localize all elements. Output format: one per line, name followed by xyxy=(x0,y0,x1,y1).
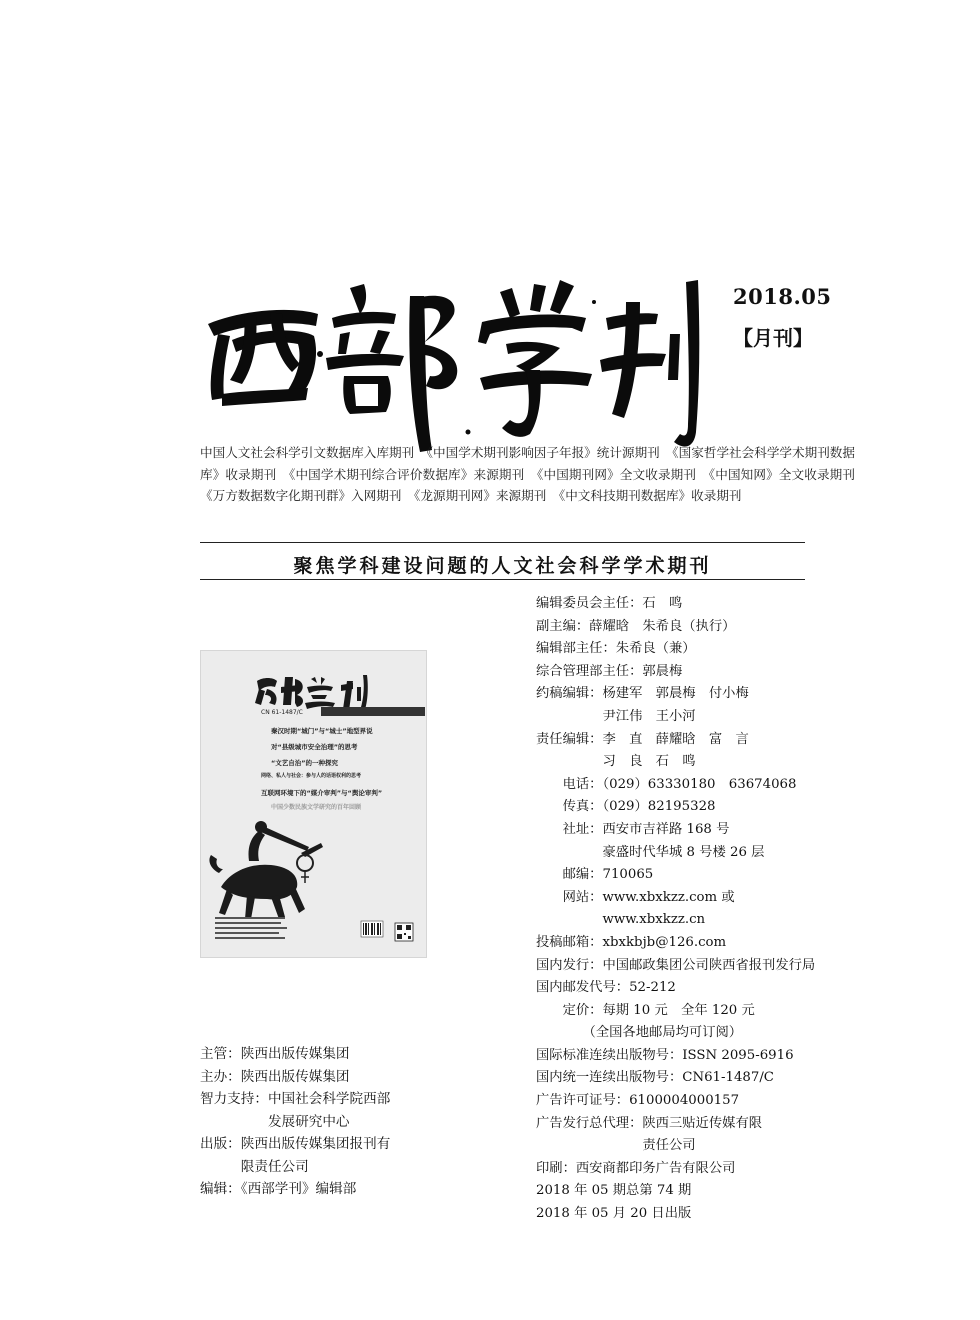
divider-top xyxy=(200,542,805,543)
fax-line: 传真：（029）82195328 xyxy=(536,799,716,815)
cover-headline: 网络、私人与社会：参与人的话语权利的思考 xyxy=(261,773,362,779)
publisher-line: 限责任公司 xyxy=(200,1158,309,1175)
price-note: （全国各地邮局均可订阅） xyxy=(536,1025,743,1041)
cn-line: 国内统一连续出版物号：CN61-1487/C xyxy=(536,1070,774,1086)
staff-line: 责任编辑：李 直 薛耀晗 富 言 xyxy=(536,731,749,747)
publisher-block xyxy=(200,1043,435,1201)
email-line: 投稿邮箱：xbxkbjb@126.com xyxy=(536,934,727,950)
staff-line: 编辑委员会主任：石 鸣 xyxy=(536,596,683,611)
publisher-line: 出版：陕西出版传媒集团报刊有 xyxy=(200,1136,391,1152)
masthead-calligraphy xyxy=(200,262,700,452)
publisher-line: 发展研究中心 xyxy=(200,1113,350,1130)
journal-slogan: 聚焦学科建设问题的人文社会科学学术期刊 xyxy=(293,555,712,577)
postcode-line: 邮编：710065 xyxy=(536,867,654,883)
cover-headline: 对“县级城市安全治理”的思考 xyxy=(271,743,358,751)
website-line: www.xbxkzz.cn xyxy=(536,912,706,928)
address-line: 豪盛时代华城 8 号楼 26 层 xyxy=(536,844,765,860)
divider-bottom xyxy=(200,579,805,580)
ad-agent-line: 责任公司 xyxy=(536,1138,696,1154)
publisher-line: 智力支持：中国社会科学院西部 xyxy=(200,1091,391,1107)
staff-line: 编辑部主任：朱希良（兼） xyxy=(536,641,696,657)
publisher-line: 主管：陕西出版传媒集团 xyxy=(200,1046,350,1062)
staff-line: 约稿编辑：杨建军 郭晨梅 付小梅 xyxy=(536,686,749,702)
cover-headline: 秦汉时期“城门”与“城士”地型界说 xyxy=(271,727,373,735)
price-line: 定价：每期 10 元 全年 120 元 xyxy=(536,1002,755,1018)
postal-code-line: 国内邮发代号：52-212 xyxy=(536,980,676,996)
editorial-staff-block xyxy=(536,593,836,1226)
phone-line: 电话：（029）63330180 63674068 xyxy=(536,776,797,792)
staff-line: 副主编：薛耀晗 朱希良（执行） xyxy=(536,618,736,634)
issue-number: 2018.05 xyxy=(733,284,832,309)
cover-headline: 互联网环境下的“媒介审判”与“舆论审判” xyxy=(261,789,383,797)
publisher-line: 主办：陕西出版传媒集团 xyxy=(200,1068,350,1085)
publish-date-line: 2018 年 05 月 20 日出版 xyxy=(536,1206,692,1222)
staff-line: 尹江伟 王小河 xyxy=(536,708,696,724)
website-line: 网站：www.xbxkzz.com 或 xyxy=(536,889,735,905)
address-line: 社址：西安市吉祥路 168 号 xyxy=(536,821,730,837)
staff-line: 习 良 石 鸣 xyxy=(536,754,696,770)
issn-line: 国际标准连续出版物号：ISSN 2095-6916 xyxy=(536,1047,794,1063)
issue-total-line: 2018 年 05 期总第 74 期 xyxy=(536,1183,692,1199)
publisher-line: 编辑：《西部学刊》编辑部 xyxy=(200,1181,357,1197)
publication-frequency: 【月刊】 xyxy=(733,326,813,350)
printer-line: 印刷：西安商都印务广告有限公司 xyxy=(536,1160,736,1176)
cover-thumbnail xyxy=(200,650,427,958)
ad-license-line: 广告许可证号：6100004000157 xyxy=(536,1093,740,1109)
indexing-statement: 中国人文社会科学引文数据库入库期刊 《中国学术期刊影响因子年报》统计源期刊 《国家哲学社会科学学术期刊数据库》收录期刊 《中国学术期刊综合评价数据库》来源期刊 《中国期刊网》全文收录期刊 《中国知网》全文收录期刊 《万方数据数字化期刊群》入网期刊 《龙源期刊网》来源期刊 《中文科技期刊数据库》收录期刊 xyxy=(200,445,868,503)
distribution-line: 国内发行：中国邮政集团公司陕西省报刊发行局 xyxy=(536,957,816,973)
cover-headline: 中国少数民族文学研究的百年回顾 xyxy=(271,804,362,811)
cover-cn-code: CN 61-1487/C xyxy=(261,709,303,716)
ad-agent-line: 广告发行总代理：陕西三贴近传媒有限 xyxy=(536,1115,763,1131)
staff-line: 综合管理部主任：郭晨梅 xyxy=(536,663,683,679)
cover-headline: “文艺自治”的一种探究 xyxy=(271,759,339,767)
